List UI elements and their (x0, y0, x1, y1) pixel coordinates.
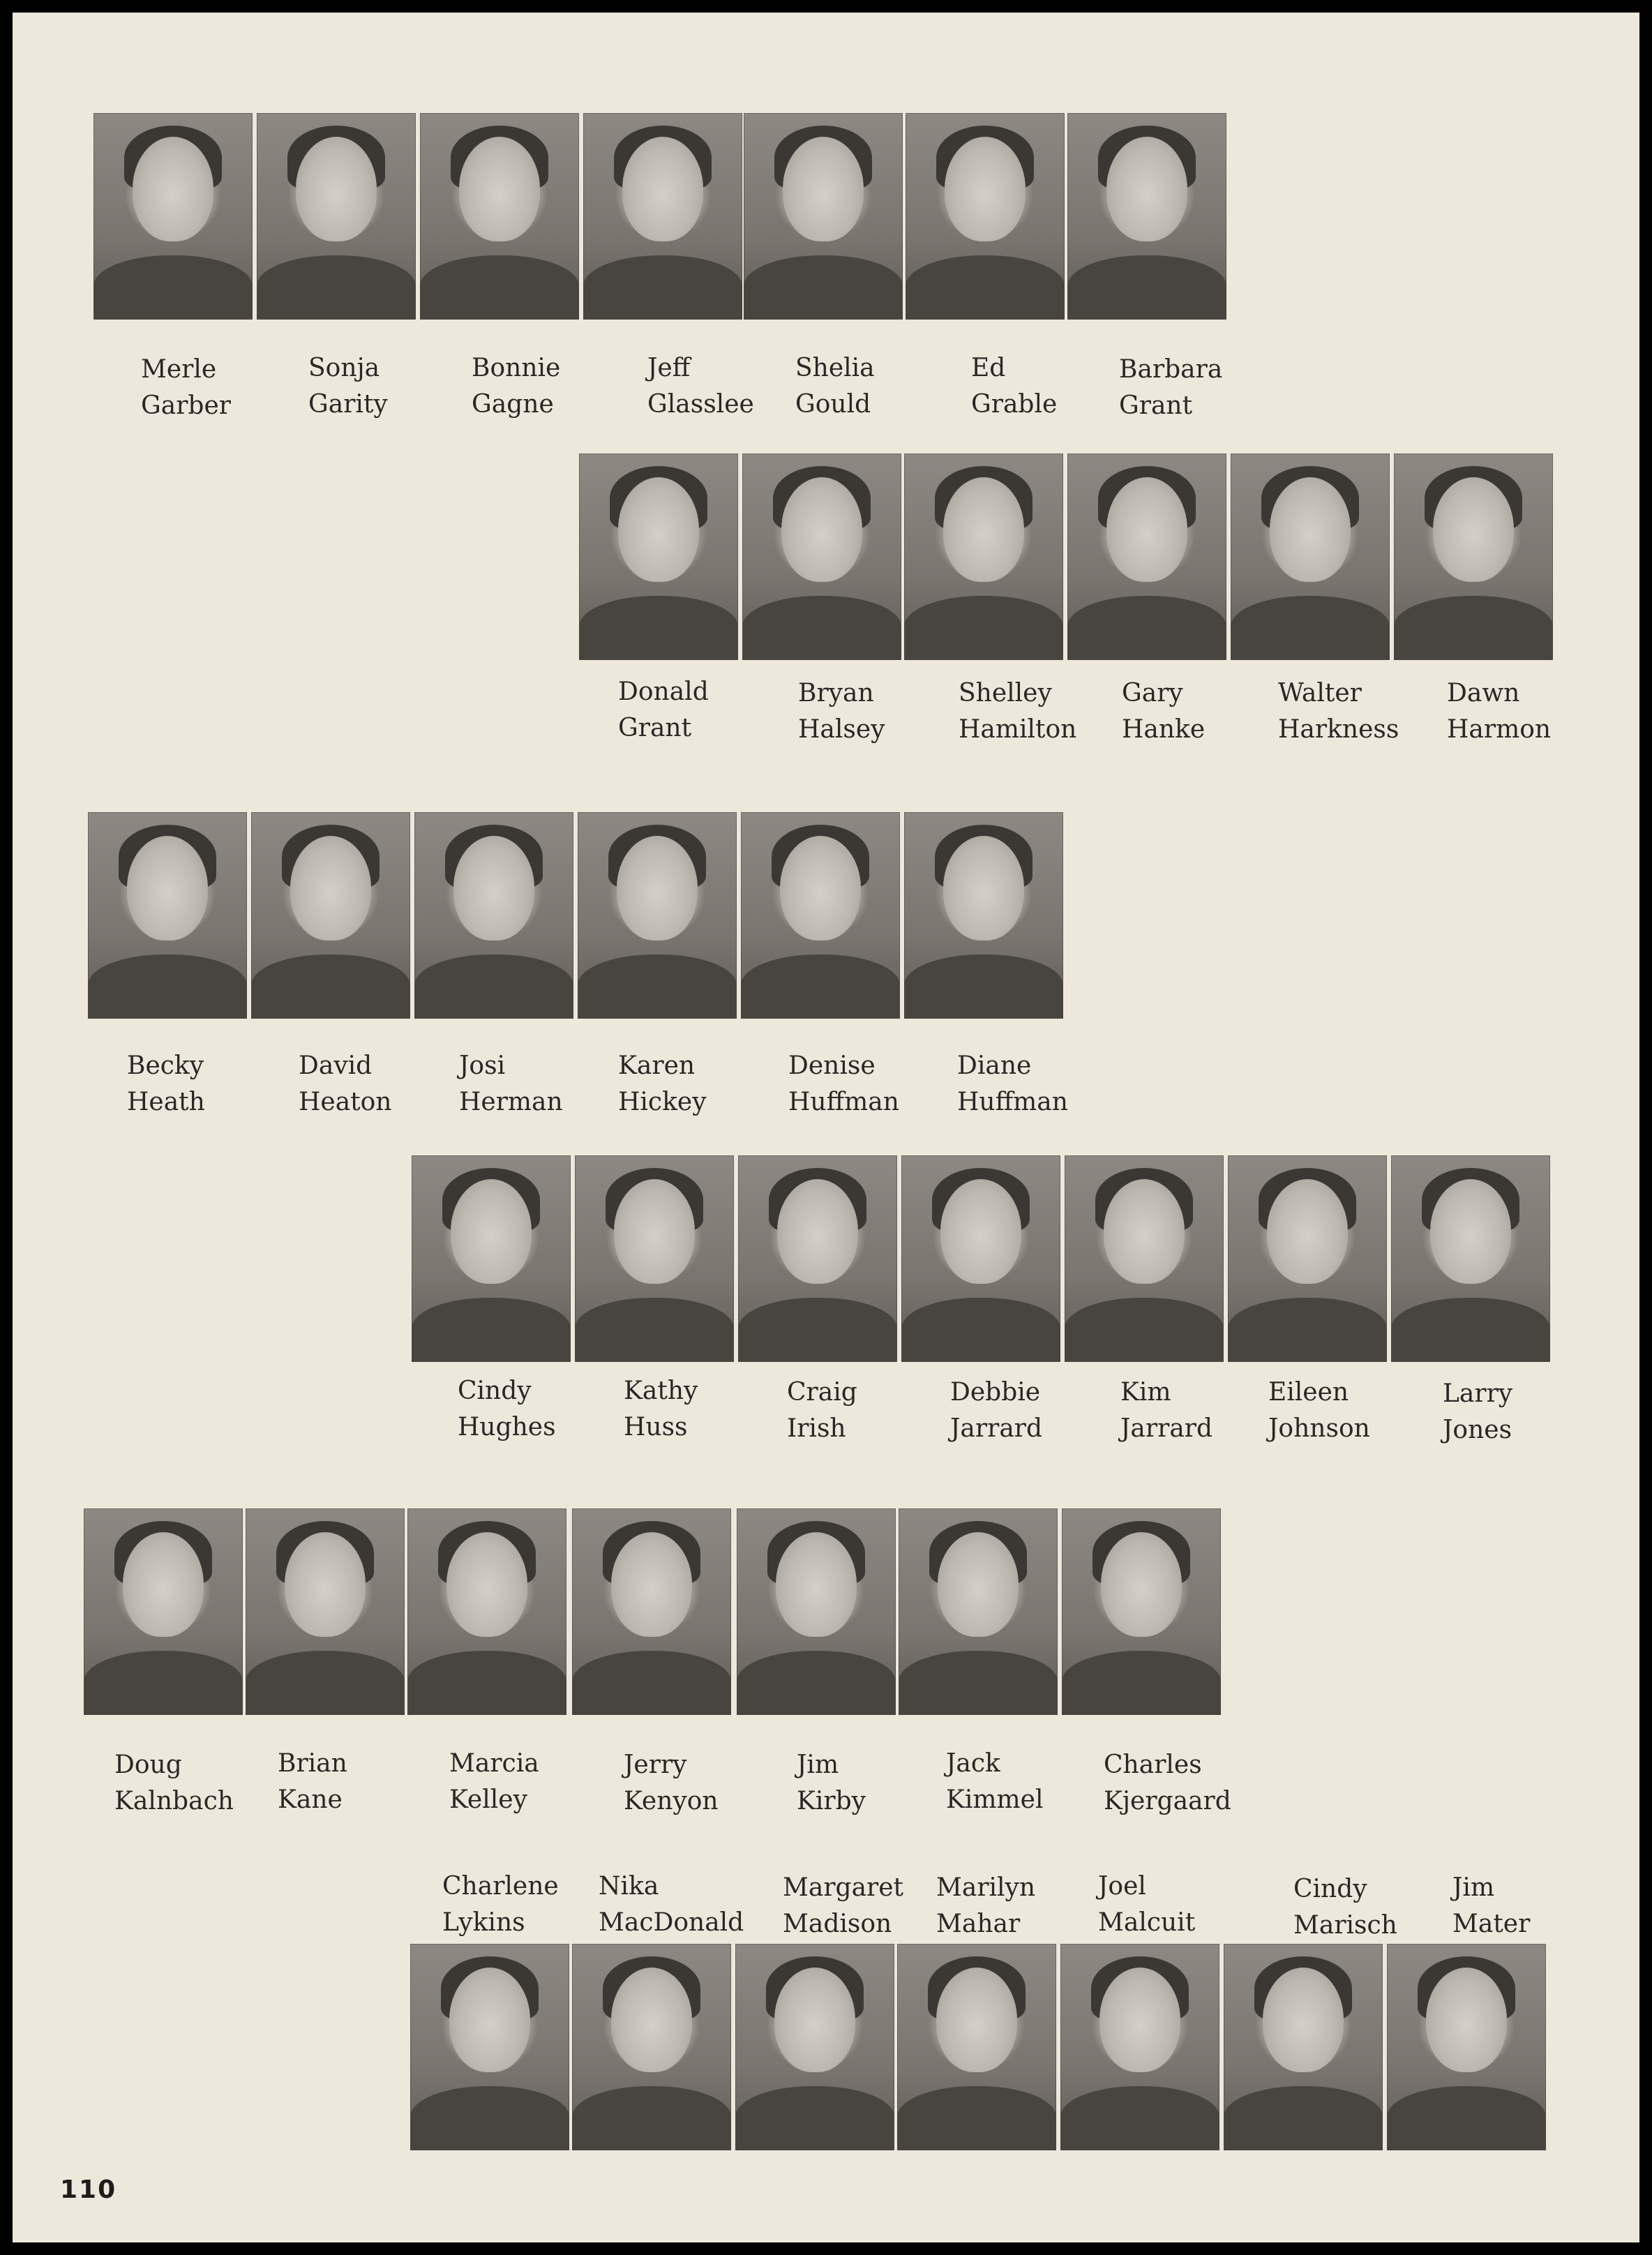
last-name: Gagne (472, 390, 554, 419)
student-name (957, 1048, 1118, 1121)
last-name: Kjergaard (1104, 1787, 1231, 1815)
first-name: Jim (797, 1751, 839, 1779)
last-name: Kelley (449, 1785, 527, 1814)
first-name: Marilyn (936, 1873, 1036, 1902)
first-name: David (299, 1051, 373, 1080)
last-name: Herman (459, 1088, 563, 1116)
student-name (797, 1747, 957, 1820)
student-portrait (410, 1944, 569, 2150)
first-name: Walter (1278, 679, 1362, 707)
student-name (946, 1746, 1106, 1818)
student-name (971, 350, 1132, 423)
first-name: Dawn (1447, 679, 1520, 707)
last-name: Malcuit (1098, 1908, 1196, 1937)
last-name: Hanke (1122, 715, 1206, 744)
student-name (618, 674, 779, 747)
student-name (788, 1048, 949, 1121)
student-name (959, 675, 1119, 748)
student-name (127, 1048, 287, 1121)
student-portrait (901, 1155, 1060, 1362)
student-portrait (1391, 1155, 1550, 1362)
last-name: Jarrard (1120, 1414, 1213, 1443)
student-portrait (88, 812, 247, 1019)
student-portrait (407, 1508, 566, 1715)
last-name: Garber (141, 391, 231, 420)
last-name: Halsey (798, 715, 885, 744)
student-name (1122, 675, 1282, 748)
last-name: Kenyon (624, 1787, 719, 1815)
student-name (1268, 1374, 1429, 1447)
student-portrait (572, 1508, 731, 1715)
student-portrait (1394, 454, 1553, 660)
first-name: Margaret (783, 1873, 904, 1902)
student-name (1120, 1374, 1281, 1447)
student-name (1452, 1870, 1613, 1942)
student-name (308, 350, 469, 423)
first-name: Cindy (458, 1377, 532, 1405)
student-name (599, 1868, 759, 1941)
student-portrait (744, 113, 903, 320)
last-name: Heath (127, 1088, 205, 1116)
yearbook-page (13, 13, 1639, 2242)
last-name: Hughes (458, 1413, 556, 1441)
first-name: Ed (971, 354, 1006, 382)
student-name (618, 1048, 779, 1121)
last-name: Mahar (936, 1910, 1021, 1938)
first-name: Eileen (1268, 1378, 1349, 1407)
first-name: Gary (1122, 679, 1183, 707)
student-name (278, 1746, 438, 1818)
student-name (442, 1868, 603, 1941)
last-name: Harmon (1447, 715, 1552, 744)
first-name: Nika (599, 1872, 659, 1901)
student-name (458, 1373, 618, 1446)
student-name (1443, 1376, 1603, 1448)
student-portrait (84, 1508, 243, 1715)
last-name: Lykins (442, 1908, 525, 1937)
last-name: Harkness (1278, 715, 1399, 744)
student-name (1447, 675, 1607, 748)
first-name: Cindy (1293, 1875, 1367, 1903)
first-name: Diane (957, 1051, 1032, 1080)
last-name: Grable (971, 390, 1058, 419)
first-name: Denise (788, 1051, 876, 1080)
student-portrait (897, 1944, 1056, 2150)
first-name: Larry (1443, 1379, 1513, 1408)
first-name: Josi (459, 1051, 506, 1080)
student-portrait (1067, 454, 1226, 660)
first-name: Charlene (442, 1872, 559, 1901)
student-portrait (420, 113, 579, 320)
first-name: Debbie (950, 1378, 1041, 1407)
first-name: Donald (618, 677, 709, 706)
student-name (624, 1747, 784, 1820)
student-name (798, 675, 959, 748)
student-portrait (906, 113, 1065, 320)
student-name (114, 1747, 275, 1820)
student-portrait (1065, 1155, 1224, 1362)
last-name: Mater (1452, 1910, 1531, 1938)
last-name: Johnson (1268, 1414, 1370, 1443)
student-portrait (735, 1944, 894, 2150)
last-name: Hickey (618, 1088, 707, 1116)
student-portrait (1228, 1155, 1387, 1362)
first-name: Jim (1452, 1873, 1495, 1902)
last-name: Huss (624, 1413, 688, 1441)
student-name (624, 1373, 784, 1446)
last-name: MacDonald (599, 1908, 744, 1937)
last-name: Kalnbach (114, 1787, 234, 1815)
student-name (472, 350, 632, 423)
student-name (936, 1870, 1097, 1942)
last-name: Marisch (1293, 1911, 1397, 1940)
student-portrait (899, 1508, 1058, 1715)
student-portrait (246, 1508, 405, 1715)
student-portrait (904, 454, 1063, 660)
student-portrait (904, 812, 1063, 1019)
last-name: Irish (787, 1414, 846, 1443)
first-name: Shelia (795, 354, 875, 382)
student-name (141, 352, 301, 424)
first-name: Doug (114, 1751, 182, 1779)
first-name: Becky (127, 1051, 204, 1080)
student-portrait (578, 812, 737, 1019)
student-portrait (1062, 1508, 1221, 1715)
student-name (1293, 1871, 1454, 1944)
student-portrait (579, 454, 738, 660)
first-name: Merle (141, 355, 217, 384)
last-name: Huffman (788, 1088, 899, 1116)
student-name (1278, 675, 1439, 748)
first-name: Jeff (647, 354, 691, 382)
student-portrait (1060, 1944, 1219, 2150)
student-portrait (1067, 113, 1226, 320)
last-name: Huffman (957, 1088, 1068, 1116)
last-name: Grant (1119, 391, 1193, 420)
student-name (787, 1374, 947, 1447)
first-name: Sonja (308, 354, 380, 382)
student-portrait (1387, 1944, 1546, 2150)
student-name (1104, 1747, 1264, 1820)
student-portrait (583, 113, 742, 320)
student-name (795, 350, 956, 423)
first-name: Karen (618, 1051, 696, 1080)
last-name: Grant (618, 714, 692, 742)
student-name (459, 1048, 620, 1121)
first-name: Charles (1104, 1751, 1202, 1779)
last-name: Kimmel (946, 1785, 1044, 1814)
student-name (299, 1048, 459, 1121)
first-name: Barbara (1119, 355, 1223, 384)
student-name (1098, 1868, 1259, 1941)
student-portrait (1224, 1944, 1383, 2150)
student-name (783, 1870, 943, 1942)
first-name: Jack (946, 1749, 1000, 1778)
first-name: Brian (278, 1749, 347, 1778)
first-name: Marcia (449, 1749, 539, 1778)
student-name (449, 1746, 610, 1818)
student-portrait (738, 1155, 897, 1362)
last-name: Kane (278, 1785, 343, 1814)
last-name: Glasslee (647, 390, 754, 419)
student-name (950, 1374, 1111, 1447)
last-name: Kirby (797, 1787, 866, 1815)
student-portrait (737, 1508, 896, 1715)
last-name: Madison (783, 1910, 892, 1938)
last-name: Jarrard (950, 1414, 1043, 1443)
student-portrait (414, 812, 573, 1019)
last-name: Garity (308, 390, 388, 419)
last-name: Gould (795, 390, 871, 419)
first-name: Bonnie (472, 354, 561, 382)
last-name: Heaton (299, 1088, 392, 1116)
student-name (1119, 352, 1279, 424)
student-portrait (412, 1155, 571, 1362)
first-name: Craig (787, 1378, 857, 1407)
first-name: Jerry (624, 1751, 687, 1779)
student-portrait (257, 113, 416, 320)
first-name: Bryan (798, 679, 874, 707)
last-name: Jones (1443, 1416, 1512, 1444)
student-portrait (1231, 454, 1390, 660)
last-name: Hamilton (959, 715, 1077, 744)
student-portrait (572, 1944, 731, 2150)
student-portrait (742, 454, 901, 660)
student-portrait (575, 1155, 734, 1362)
student-portrait (741, 812, 900, 1019)
student-portrait (251, 812, 410, 1019)
first-name: Joel (1098, 1872, 1146, 1901)
first-name: Kathy (624, 1377, 698, 1405)
student-portrait (93, 113, 253, 320)
page-number: 110 (60, 2175, 117, 2204)
first-name: Shelley (959, 679, 1052, 707)
student-name (647, 350, 808, 423)
first-name: Kim (1120, 1378, 1171, 1407)
